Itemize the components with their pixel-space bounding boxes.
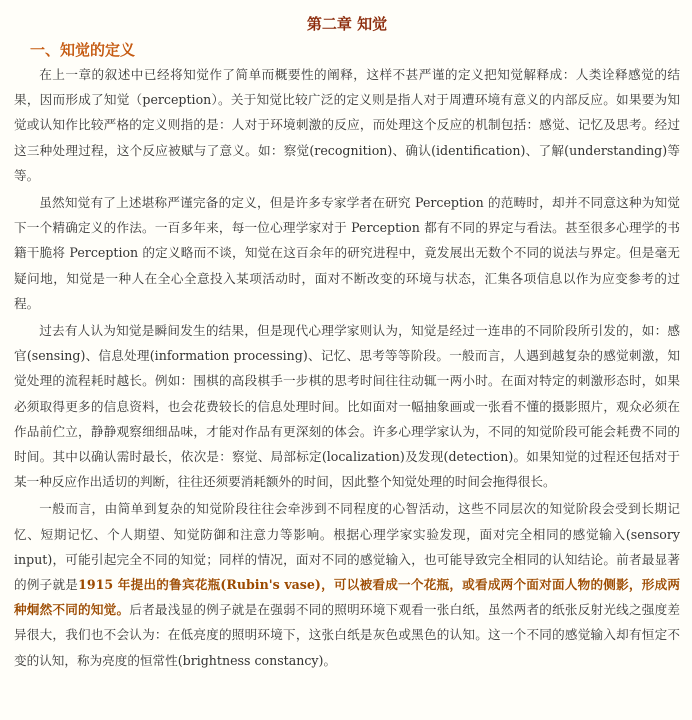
- paragraph-4: [14, 496, 680, 672]
- paragraph-4-text-before: 一般而言，由简单到复杂的知觉阶段往往会牵涉到不同程度的心智活动，这些不同层次的知觉阶段会受到长期记忆、短期记忆、个人期望、知觉防御和注意力等影响。根据心理学家实验发现，面对完全相同的感觉输入(sensory input)，可能引起完全不同的知觉；同样的情况，面对不同的感觉输入，也可能导致完全相同的认知结论。前者最显著的例子就是: [14, 501, 680, 593]
- paragraph-2: 虽然知觉有了上述堪称严谨完备的定义，但是许多专家学者在研究 Perception 的范畴时，却并不同意这种为知觉下一个精确定义的作法。一百多年来，每一位心理学家对于 Perception 都有不同的界定与看法。甚至很多心理学的书籍干脆将 Perception 的定义略而不谈，知觉在这百余年的研究进程中，竟发展出无数个不同的说法与界定。但是毫无疑问地，知觉是一种人在全心全意投入某项活动时，面对不断改变的环境与状态，汇集各项信息以作为应变参考的过程。: [14, 195, 680, 311]
- highlighted-rubin-vase-text: 1915 年提出的鲁宾花瓶(Rubin's vase)，可以被看成一个花瓶，或看成两个面对面人物的侧影，形成两种炯然不同的知觉。: [14, 577, 680, 618]
- chapter-title: 第二章 知觉: [306, 15, 388, 33]
- section-heading: 一、知觉的定义: [30, 41, 136, 59]
- paragraph-4-text-after: 后者最浅显的例子就是在强弱不同的照明环境下观看一张白纸，虽然两者的纸张反射光线之强度差异很大，我们也不会认为：在低亮度的照明环境下，这张白纸是灰色或黑色的认知。这一个不同的感觉输入却有恒定不变的认知，称为亮度的恒常性(brightness constancy)。: [14, 602, 681, 668]
- paragraph-3: 过去有人认为知觉是瞬间发生的结果，但是现代心理学家则认为，知觉是经过一连串的不同阶段所引发的，如：感官(sensing)、信息处理(information processing)、记忆、思考等等阶段。一般而言，人遇到越复杂的感觉刺激，知觉处理的流程耗时越长。例如：围棋的高段棋手一步棋的思考时间往往动辄一两小时。在面对特定的刺激形态时，如果必须取得更多的信息资料，也会花费较长的信息处理时间。比如面对一幅抽象画或一张看不懂的摄影照片，观众必须在作品前伫立，静静观察细细品味，才能对作品有更深刻的体会。许多心理学家认为，不同的知觉阶段可能会耗费不同的时间。其中以确认需时最长，依次是：察觉、局部标定(localization)及发现(detection)。如果知觉的过程还包括对于某一种反应作出适切的判断，往往还须要消耗额外的时间，因此整个知觉处理的时间会拖得很长。: [14, 323, 680, 490]
- paragraph-1: 在上一章的叙述中已经将知觉作了简单而概要性的阐释，这样不甚严谨的定义把知觉解释成：人类诠释感觉的结果，因而形成了知觉（perception）。关于知觉比较广泛的定义则是指人对于周遭环境有意义的内部反应。如果要为知觉或认知作比较严格的定义则指的是：人对于环境刺激的反应，而处理这个反应的机制包括：感觉、记忆及思考。经过这三种处理过程，这个反应被赋与了意义。如：察觉(recognition)、确认(identification)、了解(understanding)等等。: [14, 67, 680, 183]
